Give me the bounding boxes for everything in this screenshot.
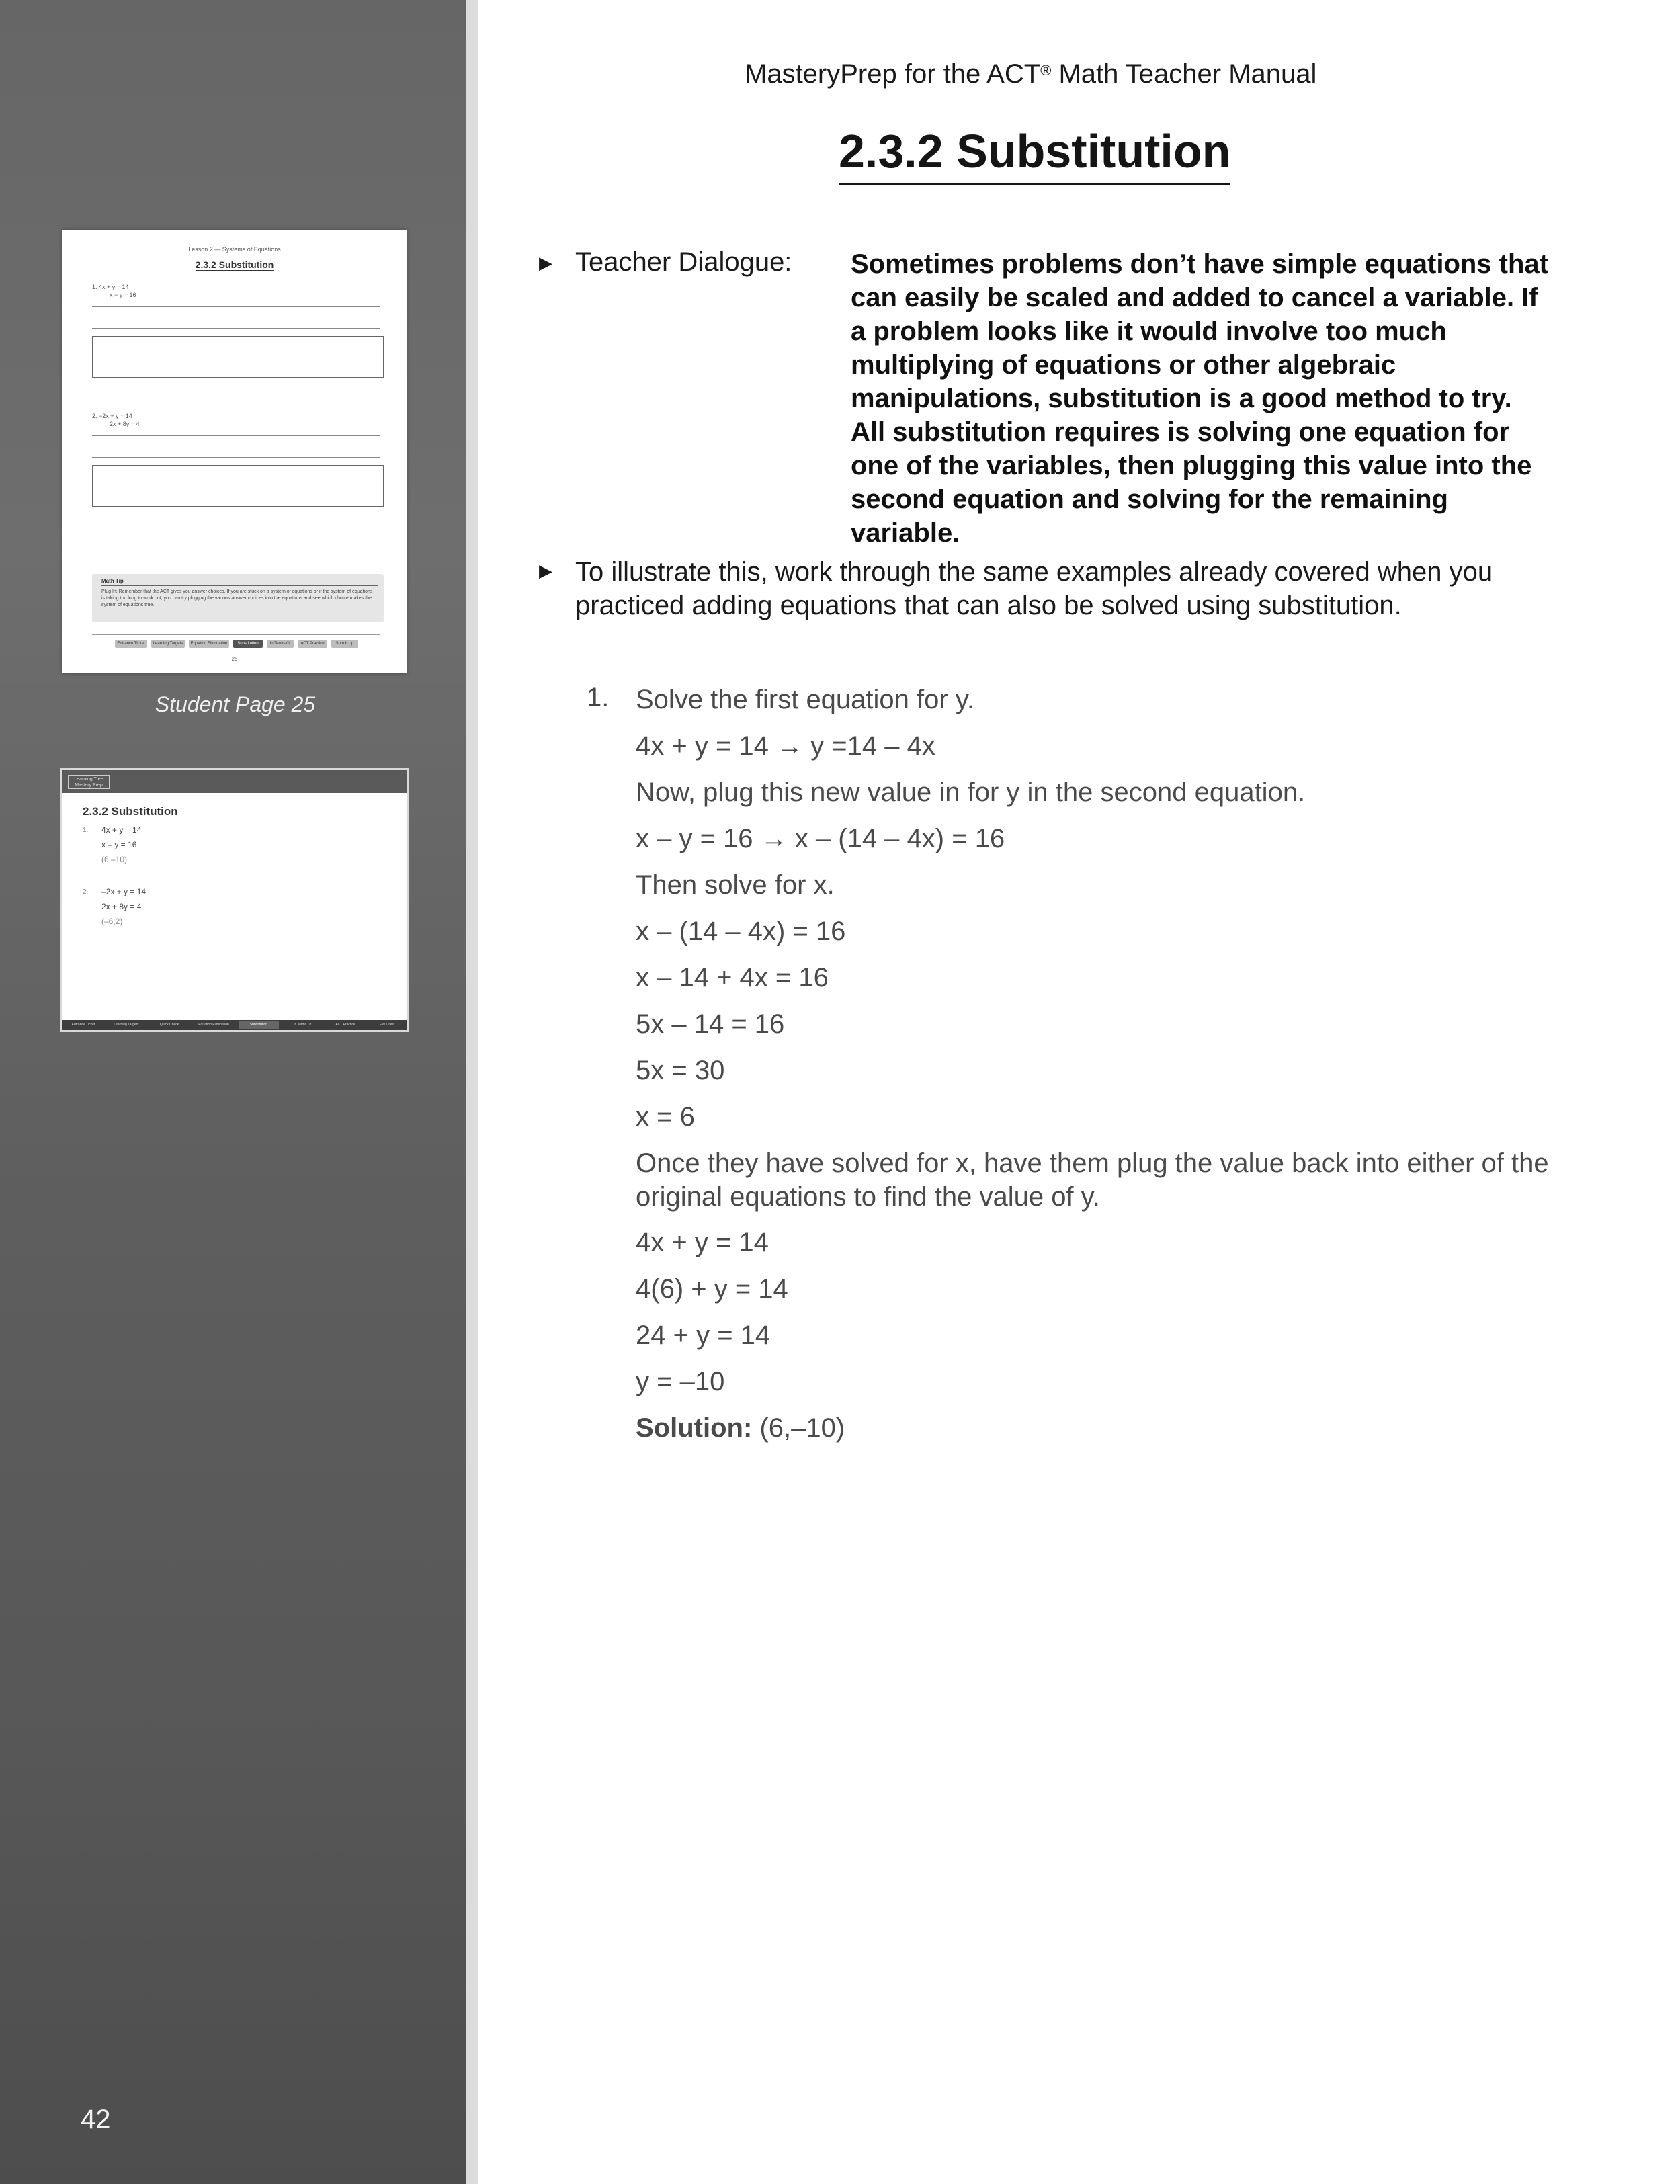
thumb-math-tip [92,574,384,622]
thumb-problem2-eq1: 2. −2x + y = 14 [92,413,132,419]
thumb-answer-line [92,435,380,436]
thumb-nav-item: Entrance Ticket [115,640,147,648]
slide-p1-answer: (6,–10) [101,855,128,864]
registered-mark: ® [1040,62,1052,79]
thumb-tip-title: Math Tip [101,578,124,584]
step-line: Now, plug this new value in for y in the second equation. [636,778,1306,807]
thumb-nav-item: ACT Practice [298,640,327,648]
step-line: x – 14 + 4x = 16 [636,963,829,993]
slide-p2-eq2: 2x + 8y = 4 [101,902,142,911]
thumbnail-caption: Student Page 25 [155,692,316,716]
thumb-nav-item: In Terms Of [267,640,294,648]
thumb-answer-line [92,306,380,307]
thumb-nav-item: Sum It Up [331,640,358,648]
example-number: 1. [587,683,610,712]
thumb-answer-box [92,465,384,507]
slide-p1-eq1: 4x + y = 14 [101,825,142,835]
slide-p2-eq1: –2x + y = 14 [101,887,146,896]
page-title: 2.3.2 Substitution [839,122,1230,185]
illustrate-instruction: To illustrate this, work through the same examples already covered when you practiced adding equations that can also be solved using substitution. [575,557,1493,620]
slide-footer-item: Exit Ticket [379,1023,395,1027]
thumb-problem1-eq2: x − y = 16 [110,292,136,298]
thumb-tip-rule [101,585,378,586]
thumb-lesson-label: Lesson 2 — Systems of Equations [188,246,281,253]
step-line: x = 6 [636,1102,695,1132]
step-line: 4x + y = 14 [636,1228,769,1257]
bullet-arrow-icon: ▶ [539,253,552,273]
student-page-thumbnail [62,230,407,673]
slide-footer-item: Equation Elimination [198,1023,229,1027]
step-line: x – (14 – 4x) = 16 [636,917,846,946]
thumb-problem2-eq2: 2x + 8y = 4 [110,421,140,427]
slide-p1-number: 1. [83,827,89,834]
sidebar-edge [466,0,478,2184]
step-line: Once they have solved for x, have them plug the value back into either of the original equations to find the value of y. [636,1148,1549,1212]
slide-footer-item: In Terms Of [294,1023,311,1027]
teacher-dialogue-label: Teacher Dialogue: [575,247,792,277]
slide-title: 2.3.2 Substitution [83,805,178,818]
running-header: MasteryPrep for the ACT® Math Teacher Manual [745,59,1317,89]
thumb-answer-line [92,328,380,329]
thumb-problem1-eq1: 1. 4x + y = 14 [92,284,129,290]
thumb-nav-rule [92,634,380,635]
slide-footer-item: ACT Practice [335,1023,355,1027]
bullet-arrow-icon: ▶ [539,560,552,581]
slide-p2-answer: (–6,2) [101,917,123,926]
solution-line [636,1411,845,1445]
thumb-title: 2.3.2 Substitution [195,259,274,270]
step-line: 4x + y = 14 → y =14 – 4x [636,731,935,761]
slide-footer-item: Learning Targets [114,1023,139,1027]
slide-header [62,770,407,793]
thumb-nav-item: Equation Elimination [189,640,229,648]
thumb-answer-line [92,457,380,458]
slide-thumbnail [60,768,409,1032]
page-number: 42 [81,2105,111,2134]
step-line: Then solve for x. [636,870,835,900]
teacher-dialogue-text: Sometimes problems don’t have simple equations that can easily be scaled and added to cancel a variable. If a problem looks like it would involve too much multiplying of equations or other algebraic manipulations, substitution is a good method to try. All substitution requires is solving one equation for one of the variables, then plugging this value into the second equation and solving for the remaining variable. [851,249,1548,548]
solution-value: (6,–10) [752,1413,845,1443]
step-line: 24 + y = 14 [636,1320,771,1350]
slide-footer-item: Quick Check [159,1023,179,1027]
thumb-nav-item-active: Substitution [233,640,263,648]
thumb-tip-text: Plug In: Remember that the ACT gives you answer choices. If you are stuck on a system of equations or if the system of equations is taking too long to work out, you can try plugging the various answer choices into the equations and see which choice makes the system of equations true. [101,589,373,607]
slide-footer-item: Entrance Ticket [71,1023,95,1027]
thumb-nav-item: Learning Targets [151,640,185,648]
step-line: 5x – 14 = 16 [636,1009,785,1039]
thumb-page-number: 25 [231,656,238,662]
solution-label: Solution: [636,1413,753,1443]
slide-p2-number: 2. [83,888,89,896]
slide-footer-nav [62,1020,407,1030]
step-line: 4(6) + y = 14 [636,1274,788,1304]
slide-footer-item-active: Substitution [239,1021,279,1029]
step-line: 5x = 30 [636,1056,725,1085]
step-line: Solve the first equation for y. [636,685,974,714]
slide-logo: Learning Tree Mastery Prep [68,775,110,789]
step-line: y = –10 [636,1367,725,1396]
step-line: x – y = 16 → x – (14 – 4x) = 16 [636,824,1005,853]
slide-p1-eq2: x – y = 16 [101,840,137,849]
thumb-answer-box [92,336,384,378]
